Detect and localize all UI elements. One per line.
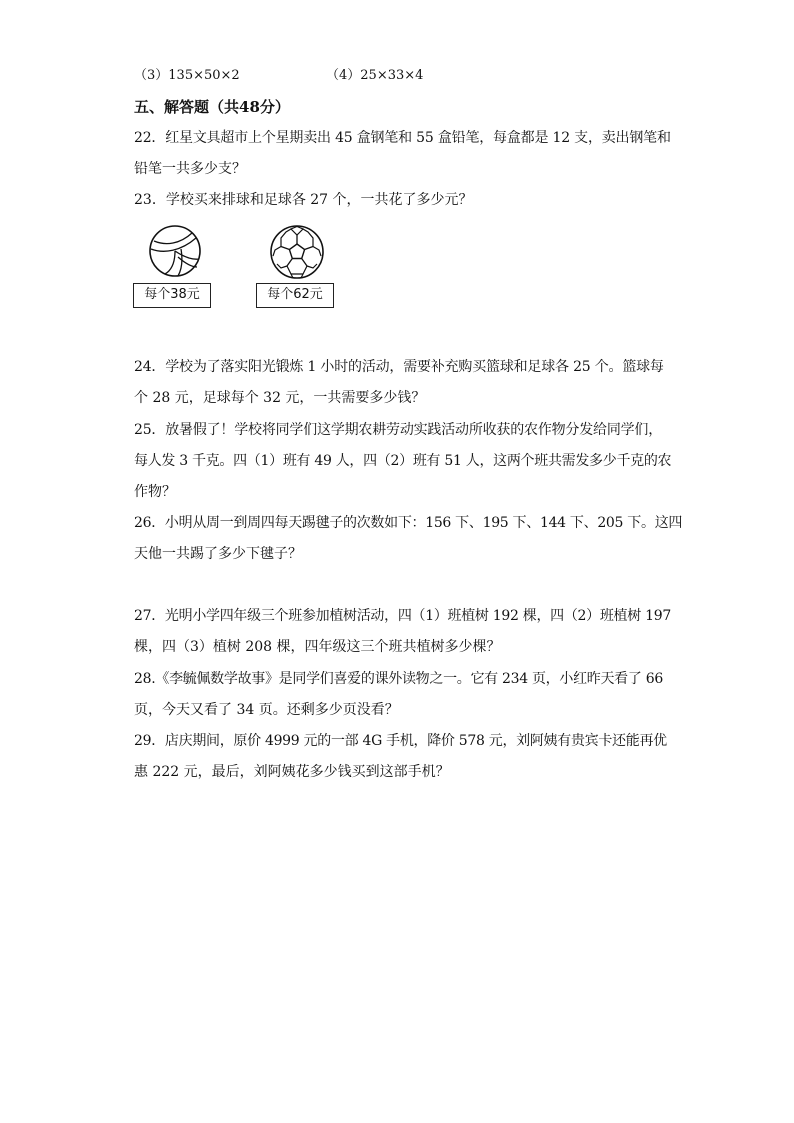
question-28-line-2: 页，今天又看了 34 页。还剩多少页没看？ — [134, 702, 399, 718]
question-24-line-2: 个 28 元，足球每个 32 元，一共需要多少钱？ — [134, 390, 426, 406]
question-23-line-1: 23．学校买来排球和足球各 27 个，一共花了多少元？ — [134, 192, 473, 208]
volleyball-price-label: 每个38元 — [133, 283, 211, 308]
calc-item-3: （3）135×50×2 — [134, 68, 240, 83]
section-title: 五、解答题（共48分） — [134, 98, 290, 116]
calc-item-4: （4）25×33×4 — [326, 68, 424, 83]
question-27-line-2: 棵，四（3）植树 208 棵，四年级这三个班共植树多少棵？ — [134, 639, 501, 655]
question-25-line-3: 作物？ — [134, 484, 176, 500]
football-icon — [269, 224, 325, 280]
question-24-line-1: 24．学校为了落实阳光锻炼 1 小时的活动，需要补充购买篮球和足球各 25 个。篮球每 — [134, 359, 664, 375]
question-26-line-1: 26．小明从周一到周四每天踢毽子的次数如下：156 下、195 下、144 下、205 下。这四 — [134, 515, 683, 531]
question-25-line-1: 25．放暑假了！学校将同学们这学期农耕劳动实践活动所收获的农作物分发给同学们， — [134, 422, 663, 438]
question-29-line-1: 29．店庆期间，原价 4999 元的一部 4G 手机，降价 578 元，刘阿姨有贵宾卡还能再优 — [134, 733, 667, 749]
question-22-line-1: 22．红星文具超市上个星期卖出 45 盒钢笔和 55 盒铅笔，每盒都是 12 支，卖出钢笔和 — [134, 130, 671, 146]
question-22-line-2: 铅笔一共多少支？ — [134, 161, 246, 177]
question-25-line-2: 每人发 3 千克。四（1）班有 49 人，四（2）班有 51 人，这两个班共需发多少千克的农 — [134, 453, 672, 469]
question-28-line-1: 28.《李毓佩数学故事》是同学们喜爱的课外读物之一。它有 234 页，小红昨天看了 66 — [134, 671, 663, 687]
football-price-label: 每个62元 — [256, 283, 334, 308]
volleyball-icon — [148, 224, 202, 278]
question-27-line-1: 27．光明小学四年级三个班参加植树活动，四（1）班植树 192 棵，四（2）班植树 197 — [134, 608, 671, 624]
question-26-line-2: 天他一共踢了多少下毽子？ — [134, 546, 302, 562]
question-29-line-2: 惠 222 元，最后，刘阿姨花多少钱买到这部手机？ — [134, 764, 450, 780]
